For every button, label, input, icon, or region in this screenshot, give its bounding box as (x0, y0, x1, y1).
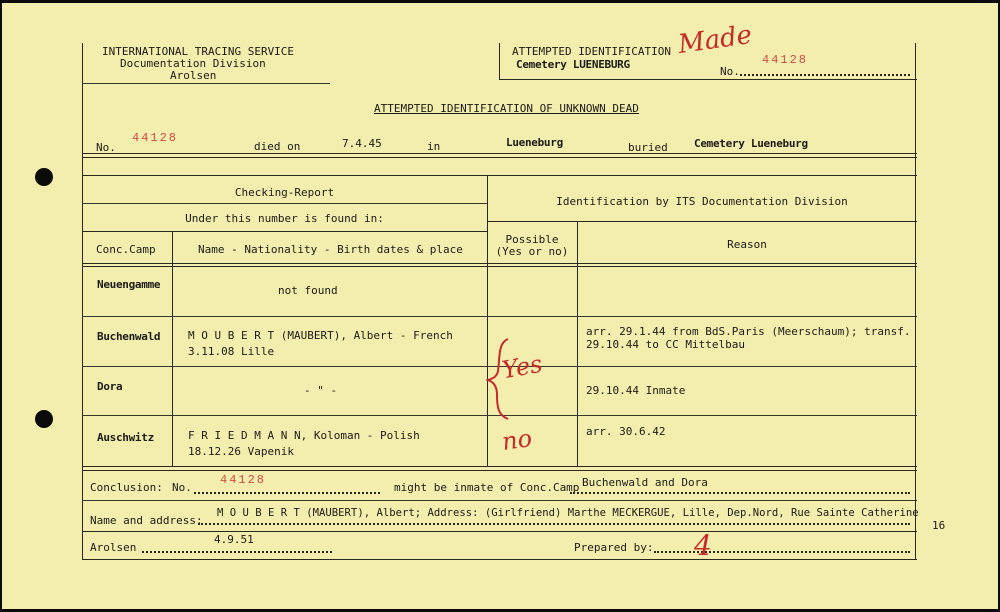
died-label: died on (254, 140, 301, 153)
header-no-label: No. (720, 65, 740, 78)
conclusion-camps: Buchenwald and Dora (582, 476, 708, 489)
conclusion-number: 44128 (220, 473, 267, 487)
record-number: 44128 (132, 131, 179, 145)
prepared-by-dots (654, 551, 910, 553)
row-buchenwald-reason-2: 29.10.44 to CC Mittelbau (586, 338, 745, 351)
conclusion-rule (82, 500, 917, 501)
handwritten-yes: Yes (499, 349, 545, 385)
checking-report-heading: Checking-Report (234, 186, 335, 199)
record-line-bottom (82, 153, 917, 154)
frame-right (915, 43, 916, 560)
prepared-by-label: Prepared by: (574, 541, 654, 554)
header-box-left (499, 43, 500, 79)
frame-bottom (82, 559, 917, 560)
table-top (82, 175, 917, 176)
table-possible-divider (577, 221, 578, 467)
row-dora-reason: 29.10.44 Inmate (586, 384, 686, 397)
frame-left (82, 43, 83, 560)
col-header-possible: Possible (505, 233, 559, 246)
identification-heading: Identification by ITS Documentation Division (556, 195, 848, 208)
row-buchenwald-name: M O U B E R T (MAUBERT), Albert - French (188, 329, 453, 342)
checking-subheading-rule (82, 231, 487, 232)
row-auschwitz-birth: 18.12.26 Vapenik (188, 445, 294, 458)
died-date: 7.4.45 (342, 137, 382, 150)
handwritten-initials: 4 (694, 529, 712, 562)
name-address-rule (82, 531, 917, 532)
card-title: ATTEMPTED IDENTIFICATION OF UNKNOWN DEAD (374, 102, 639, 115)
org-location: Arolsen (170, 69, 217, 82)
row-dora-camp: Dora (97, 380, 123, 393)
org-name: INTERNATIONAL TRACING SERVICE (102, 45, 295, 58)
row-buchenwald-birth: 3.11.08 Lille (188, 345, 275, 358)
row-auschwitz-camp: Auschwitz (97, 431, 154, 444)
column-header-rule-double (82, 266, 917, 267)
header-number: 44128 (762, 53, 809, 67)
checking-report-subheading: Under this number is found in: (185, 212, 384, 225)
conclusion-number-dots (194, 492, 380, 494)
footer-date: 4.9.51 (214, 533, 254, 546)
death-place: Lueneburg (506, 136, 563, 149)
record-line-double (82, 157, 917, 158)
punch-hole-bottom (35, 410, 53, 428)
col-header-camp: Conc.Camp (96, 243, 156, 256)
row-1-rule (82, 316, 917, 317)
conclusion-no-label: No. (172, 481, 192, 494)
name-address-number: 16 (932, 519, 946, 532)
checking-heading-rule (82, 203, 487, 204)
record-no-label: No. (96, 141, 116, 154)
name-address-value: M O U B E R T (MAUBERT), Albert; Address: (Girlfriend) Marthe MECKERGUE, Lille, Dep.Nord, Rue Sainte Catherine (217, 507, 919, 519)
row-buchenwald-camp: Buchenwald (97, 330, 161, 343)
name-address-label: Name and address: (90, 514, 203, 527)
table-bottom (82, 466, 917, 467)
row-neuengamme-camp: Neuengamme (97, 278, 161, 291)
conclusion-camps-dots (570, 492, 910, 494)
footer-date-dots (142, 551, 332, 553)
in-label: in (427, 140, 441, 153)
header-underline-left (82, 83, 330, 84)
handwritten-made-note: Made (676, 19, 754, 61)
org-division: Documentation Division (120, 57, 266, 70)
header-box-underline (499, 79, 917, 80)
row-buchenwald-reason: arr. 29.1.44 from BdS.Paris (Meerschaum); transf. (586, 325, 911, 338)
handwritten-no: no (500, 424, 534, 456)
footer-place: Arolsen (90, 541, 137, 554)
row-neuengamme-name: not found (278, 284, 338, 297)
conclusion-label: Conclusion: (90, 481, 163, 494)
buried-label: buried (628, 141, 668, 154)
identification-heading-rule (487, 221, 917, 222)
header-box-cemetery: Cemetery LUENEBURG (516, 58, 630, 71)
col-header-reason: Reason (727, 238, 767, 251)
index-card (2, 3, 998, 609)
table-mid-divider (487, 175, 488, 467)
name-address-dots (198, 523, 910, 525)
row-auschwitz-reason: arr. 30.6.42 (586, 425, 666, 438)
header-box-title: ATTEMPTED IDENTIFICATION (512, 45, 671, 58)
col-header-name: Name - Nationality - Birth dates & place (198, 243, 463, 256)
conclusion-text: might be inmate of Conc.Camp (394, 481, 580, 494)
row-auschwitz-name: F R I E D M A N N, Koloman - Polish (188, 429, 420, 442)
table-bottom-double (82, 470, 917, 471)
row-dora-name: - " - (304, 384, 338, 397)
col-header-possible-sub: (Yes or no) (495, 245, 569, 258)
header-number-dots (740, 74, 910, 76)
column-header-rule (82, 263, 917, 264)
burial-place: Cemetery Lueneburg (694, 137, 808, 150)
punch-hole-top (35, 168, 53, 186)
